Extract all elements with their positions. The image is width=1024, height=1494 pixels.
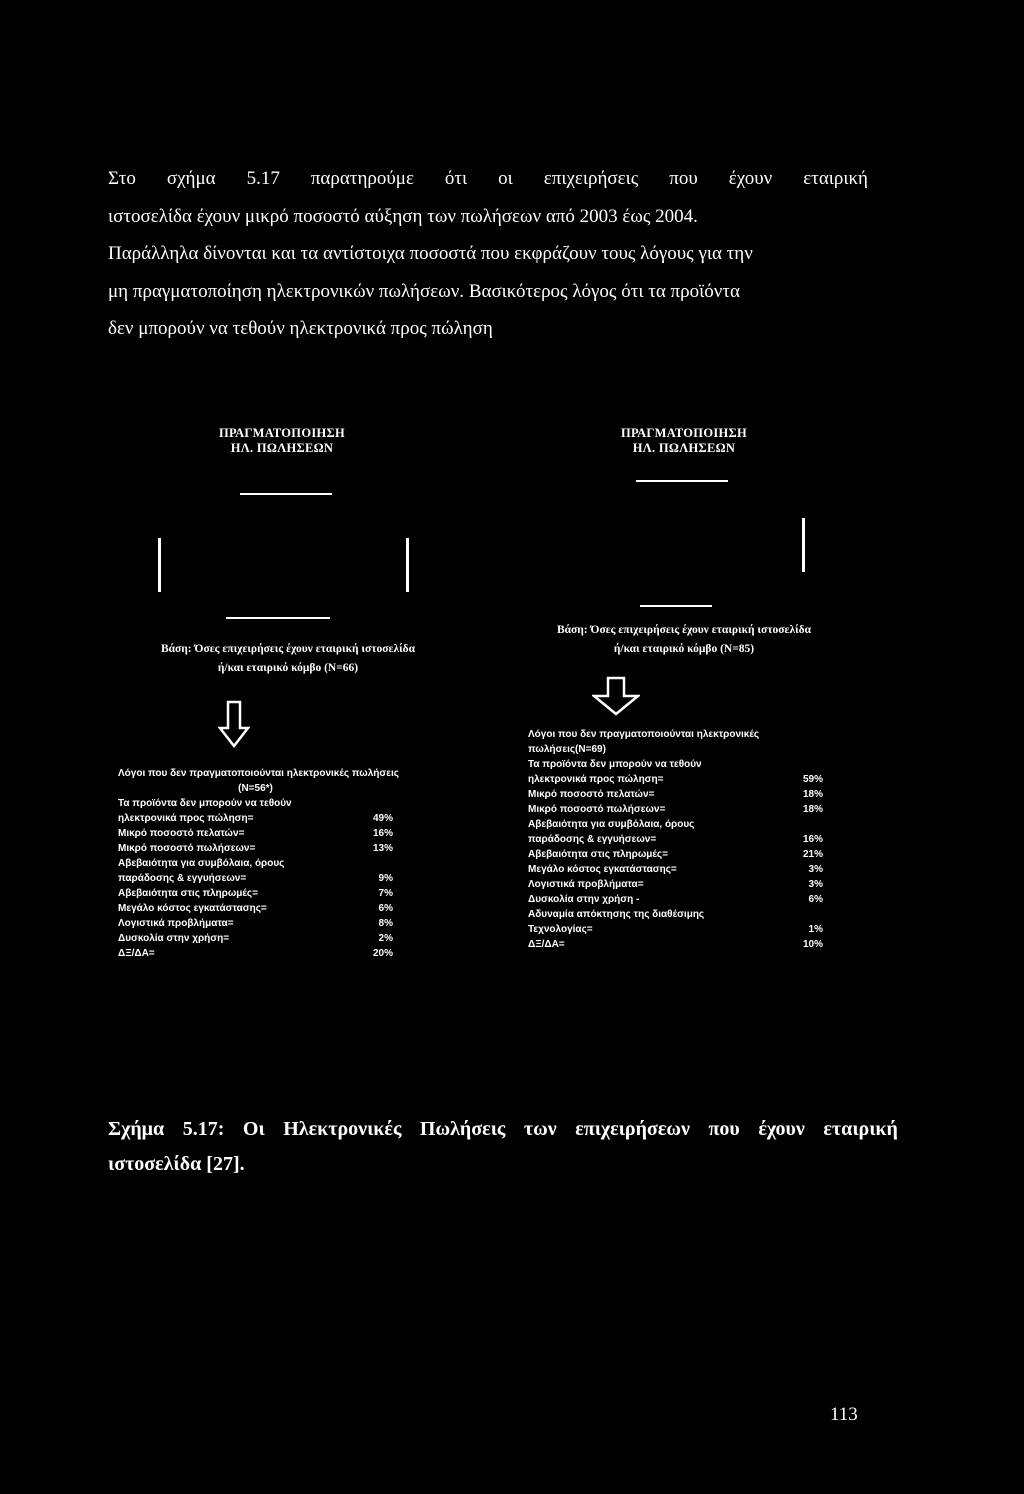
paragraph-line-1 [108, 160, 868, 198]
reason-label: Τα προϊόντα δεν μπορούν να τεθούν [118, 798, 292, 809]
right-axis-line [802, 518, 805, 572]
reason-label: Δυσκολία στην χρήση - [528, 894, 640, 905]
reason-value: 2% [378, 933, 393, 944]
reason-label: Μικρό ποσοστό πελατών= [118, 828, 245, 839]
reason-label: Τα προϊόντα δεν μπορούν να τεθούν [528, 759, 702, 770]
left-basis [88, 640, 488, 678]
reason-row [118, 871, 393, 886]
left-heading-line-1: ΠΡΑΓΜΑΤΟΠΟΙΗΣΗ [218, 426, 346, 440]
right-basis [484, 621, 884, 659]
caption-line-2: ιστοσελίδα [27]. [108, 1153, 245, 1175]
right-reasons [528, 727, 823, 952]
left-reasons-n: (N=56*) [238, 783, 273, 794]
reason-row [528, 877, 823, 892]
reason-label: Αδυναμία απόκτησης της διαθέσιμης [528, 909, 705, 920]
reason-row [528, 787, 823, 802]
caption-word: επιχειρήσεων [575, 1118, 690, 1140]
left-axis-line-1 [158, 538, 161, 592]
right-reasons-n: πωλήσεις(N=69) [528, 744, 606, 755]
word: οι [498, 168, 513, 189]
word: σχήμα [166, 168, 216, 189]
reason-row [528, 802, 823, 817]
caption-word: εταιρική [823, 1118, 898, 1140]
reason-value: 3% [808, 864, 823, 875]
reason-label: Μικρό ποσοστό πωλήσεων= [118, 843, 256, 854]
reason-row [528, 907, 823, 922]
reason-value: 6% [378, 903, 393, 914]
caption-word: Πωλήσεις [419, 1118, 506, 1140]
reason-value: 59% [802, 774, 823, 785]
caption-word: που [708, 1118, 740, 1140]
right-heading [594, 426, 774, 456]
caption-word: Σχήμα [108, 1118, 165, 1140]
left-top-line [240, 493, 332, 495]
left-reasons [118, 766, 399, 961]
reason-row [118, 916, 393, 931]
reason-value: 49% [372, 813, 393, 824]
left-reasons-title: Λόγοι που δεν πραγματοποιούνται ηλεκτρονικές πωλήσεις [118, 768, 399, 779]
caption-line-1 [108, 1112, 898, 1147]
right-basis-line-1: Βάση: Όσες επιχειρήσεις έχουν εταιρική ιστοσελίδα [556, 624, 812, 636]
right-reasons-title: Λόγοι που δεν πραγματοποιούνται ηλεκτρονικές [528, 729, 760, 740]
caption-word: 5.17: [182, 1118, 225, 1140]
word: Στο [108, 168, 136, 189]
right-bottom-line [640, 605, 712, 607]
reason-value: 18% [802, 789, 823, 800]
left-reasons-list [118, 796, 393, 961]
reason-value: 18% [802, 804, 823, 815]
word: επιχειρήσεις [543, 168, 639, 189]
reason-value: 20% [372, 948, 393, 959]
paragraph-line-4: μη πραγματοποίηση ηλεκτρονικών πωλήσεων. Βασικότερος λόγος ότι τα προϊόντα [108, 280, 740, 302]
reason-row [528, 847, 823, 862]
left-basis-line-1: Βάση: Όσες επιχειρήσεις έχουν εταιρική ιστοσελίδα [160, 643, 416, 655]
reason-row [118, 931, 393, 946]
word: που [669, 168, 698, 189]
reason-value: 16% [802, 834, 823, 845]
page-number: 113 [830, 1404, 858, 1425]
right-down-arrow-icon [592, 676, 640, 716]
reason-label: ΔΞ/ΔΑ= [528, 939, 565, 950]
reason-label: Μικρό ποσοστό πωλήσεων= [528, 804, 666, 815]
reason-label: Αβεβαιότητα για συμβόλαια, όρους [118, 858, 285, 869]
reason-row [528, 892, 823, 907]
reason-row [528, 757, 823, 772]
reason-value: 6% [808, 894, 823, 905]
paragraph-line-5: δεν μπορούν να τεθούν ηλεκτρονικά προς πώληση [108, 318, 493, 339]
left-down-arrow-icon [218, 700, 250, 748]
reason-label: Λογιστικά προβλήματα= [528, 879, 644, 890]
reason-label: ΔΞ/ΔΑ= [118, 948, 155, 959]
word: εταιρική [803, 168, 868, 189]
word: έχουν [728, 168, 773, 189]
reason-row [528, 817, 823, 832]
reason-row [118, 856, 393, 871]
reason-row [528, 922, 823, 937]
reason-row [528, 772, 823, 787]
reason-row [118, 841, 393, 856]
caption-word: Ηλεκτρονικές [283, 1118, 402, 1140]
reason-row [118, 826, 393, 841]
caption-word: Οι [242, 1118, 265, 1140]
reason-row [118, 946, 393, 961]
reason-label: Τεχνολογίας= [528, 924, 593, 935]
reason-label: Μικρό ποσοστό πελατών= [528, 789, 655, 800]
reason-value: 7% [378, 888, 393, 899]
reason-row [118, 886, 393, 901]
reason-value: 16% [372, 828, 393, 839]
right-top-line [636, 480, 728, 482]
reason-label: Αβεβαιότητα για συμβόλαια, όρους [528, 819, 695, 830]
reason-row [528, 832, 823, 847]
paragraph-line-2: ιστοσελίδα έχουν μικρό ποσοστό αύξηση των πωλήσεων από 2003 έως 2004. [108, 205, 698, 227]
word: 5.17 [246, 168, 280, 189]
reason-value: 8% [378, 918, 393, 929]
caption-word: έχουν [758, 1118, 805, 1140]
right-heading-line-1: ΠΡΑΓΜΑΤΟΠΟΙΗΣΗ [620, 426, 748, 440]
reason-label: Μεγάλο κόστος εγκατάστασης= [528, 864, 677, 875]
left-heading [192, 426, 372, 456]
paragraph-line-3: Παράλληλα δίνονται και τα αντίστοιχα ποσοστά που εκφράζουν τους λόγους για την [108, 243, 753, 264]
word: ότι [444, 168, 468, 189]
reason-value: 10% [802, 939, 823, 950]
reason-row [118, 901, 393, 916]
left-bottom-line [226, 617, 330, 619]
figure-caption [108, 1112, 898, 1182]
reason-row [118, 796, 393, 811]
right-reasons-list [528, 757, 823, 952]
reason-label: παράδοσης & εγγυήσεων= [528, 834, 657, 845]
right-heading-line-2: ΗΛ. ΠΩΛΗΣΕΩΝ [632, 441, 736, 455]
left-axis-line-2 [406, 538, 409, 592]
reason-row [118, 811, 393, 826]
reason-row [528, 862, 823, 877]
reason-row [528, 937, 823, 952]
reason-value: 9% [378, 873, 393, 884]
caption-word: των [523, 1118, 557, 1140]
reason-label: Λογιστικά προβλήματα= [118, 918, 234, 929]
reason-label: Μεγάλο κόστος εγκατάστασης= [118, 903, 267, 914]
reason-label: παράδοσης & εγγυήσεων= [118, 873, 247, 884]
left-basis-line-2: ή/και εταιρικό κόμβο (N=66) [217, 662, 359, 674]
reason-label: Αβεβαιότητα στις πληρωμές= [118, 888, 258, 899]
reason-value: 3% [808, 879, 823, 890]
right-basis-line-2: ή/και εταιρικό κόμβο (N=85) [613, 643, 755, 655]
word: παρατηρούμε [310, 168, 414, 189]
reason-label: Αβεβαιότητα στις πληρωμές= [528, 849, 668, 860]
reason-label: Δυσκολία στην χρήση= [118, 933, 230, 944]
reason-value: 21% [802, 849, 823, 860]
left-heading-line-2: ΗΛ. ΠΩΛΗΣΕΩΝ [230, 441, 334, 455]
reason-value: 1% [808, 924, 823, 935]
intro-paragraph [108, 160, 868, 348]
reason-label: ηλεκτρονικά προς πώληση= [528, 774, 664, 785]
reason-label: ηλεκτρονικά προς πώληση= [118, 813, 254, 824]
reason-value: 13% [372, 843, 393, 854]
